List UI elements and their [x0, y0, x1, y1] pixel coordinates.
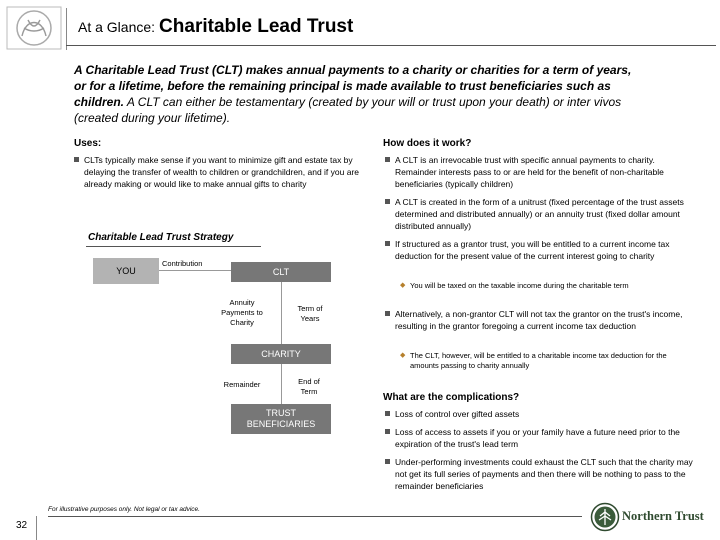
- end-of-term-label: End of Term: [298, 377, 320, 396]
- footer-divider: [36, 516, 37, 540]
- bullet-icon: [385, 311, 390, 316]
- strategy-title-rule: [86, 246, 261, 247]
- how-bullet-1-text: A CLT is an irrevocable trust with specific annual payments to charity. Remainder interests pass to or are held for the benefit of non-charitable beneficiaries (typically children): [395, 155, 664, 189]
- title-main: Charitable Lead Trust: [159, 16, 354, 37]
- intro-bold: A Charitable Lead Trust (CLT) makes annual payments to a charity or charities for a term of years, or for a lifetime, before the remaining principal is made available to trust beneficiaries such as children.: [74, 63, 632, 109]
- uses-bullet-text: CLTs typically make sense if you want to minimize gift and estate tax by delaying the transfer of wealth to children or grandchildren, and if you are already making or would like to make annual gifts to charity: [84, 155, 359, 189]
- charity-box: CHARITY: [231, 344, 331, 364]
- beneficiaries-box: TRUST BENEFICIARIES: [231, 404, 331, 434]
- charity-beneficiaries-line: [281, 364, 282, 404]
- how-heading: How does it work?: [383, 138, 472, 149]
- complications-bullet-3-text: Under-performing investments could exhaust the CLT such that the charity may not get its full series of payments and then there will be nothing to pass to the remainder beneficiaries: [395, 457, 693, 491]
- complications-bullet-2-text: Loss of access to assets if you or your family have a future need prior to the expiration of the trust's lead term: [395, 427, 680, 449]
- remainder-label: Remainder: [223, 380, 261, 389]
- intro-paragraph: [74, 62, 634, 126]
- how-bullet-3-text: If structured as a grantor trust, you will be entitled to a current income tax deduction for the present value of the current interest going to charity: [395, 239, 670, 261]
- contribution-line: [159, 270, 231, 271]
- clt-box: CLT: [231, 262, 331, 282]
- how-bullet-4-text: Alternatively, a non-grantor CLT will not tax the grantor on the trust's income, resulting in the grantor foregoing a current income tax deduction: [395, 309, 683, 331]
- northern-trust-logo: [588, 500, 716, 534]
- bullet-icon: [385, 429, 390, 434]
- page-title: [78, 16, 353, 38]
- clt-charity-line: [281, 282, 282, 344]
- seal-logo-icon: [6, 6, 62, 50]
- how-bullet-4: [385, 308, 693, 332]
- header-divider: [66, 8, 67, 50]
- uses-heading: Uses:: [74, 138, 102, 149]
- header-rule: [66, 45, 716, 46]
- strategy-title: Charitable Lead Trust Strategy: [88, 232, 234, 243]
- how-sub-bullet-4-text: The CLT, however, will be entitled to a charitable income tax deduction for the amounts passing to charity annually: [410, 351, 667, 370]
- how-sub-bullet-3-text: You will be taxed on the taxable income during the charitable term: [410, 281, 629, 290]
- diamond-bullet-icon: ◆: [400, 282, 406, 289]
- uses-bullet: [74, 154, 360, 190]
- bullet-icon: [74, 157, 79, 162]
- how-bullet-1: [385, 154, 693, 190]
- how-sub-bullet-4: [398, 351, 678, 371]
- bullet-icon: [385, 459, 390, 464]
- intro-regular: A CLT can either be testamentary (created by your will or trust upon your death) or inter vivos (created during your lifetime).: [74, 95, 622, 125]
- title-prefix: At a Glance:: [78, 19, 156, 35]
- contribution-label: Contribution: [162, 259, 203, 268]
- disclaimer: For illustrative purposes only. Not legal or tax advice.: [48, 506, 200, 513]
- bullet-icon: [385, 157, 390, 162]
- bullet-icon: [385, 241, 390, 246]
- complications-bullet-2: [385, 426, 695, 450]
- complications-bullet-3: [385, 456, 695, 492]
- complications-heading: What are the complications?: [383, 392, 520, 403]
- how-bullet-3: [385, 238, 693, 262]
- bullet-icon: [385, 199, 390, 204]
- you-box: YOU: [93, 258, 159, 284]
- how-bullet-2: [385, 196, 693, 232]
- bullet-icon: [385, 411, 390, 416]
- diamond-bullet-icon: ◆: [400, 352, 406, 359]
- how-bullet-2-text: A CLT is created in the form of a unitrust (fixed percentage of the trust assets determined and distributed annually) or an annuity trust (fixed dollar amount distributed annually): [395, 197, 684, 231]
- page-number: 32: [16, 520, 28, 531]
- complications-bullet-1: [385, 408, 695, 420]
- complications-bullet-1-text: Loss of control over gifted assets: [395, 409, 520, 419]
- tree-seal-icon: [590, 502, 620, 532]
- how-sub-bullet-3: [398, 281, 660, 291]
- annuity-label: Annuity Payments to Charity: [221, 298, 263, 327]
- brand-name: Northern Trust: [622, 509, 704, 523]
- footer-rule: [48, 516, 582, 517]
- term-label: Term of Years: [297, 304, 323, 323]
